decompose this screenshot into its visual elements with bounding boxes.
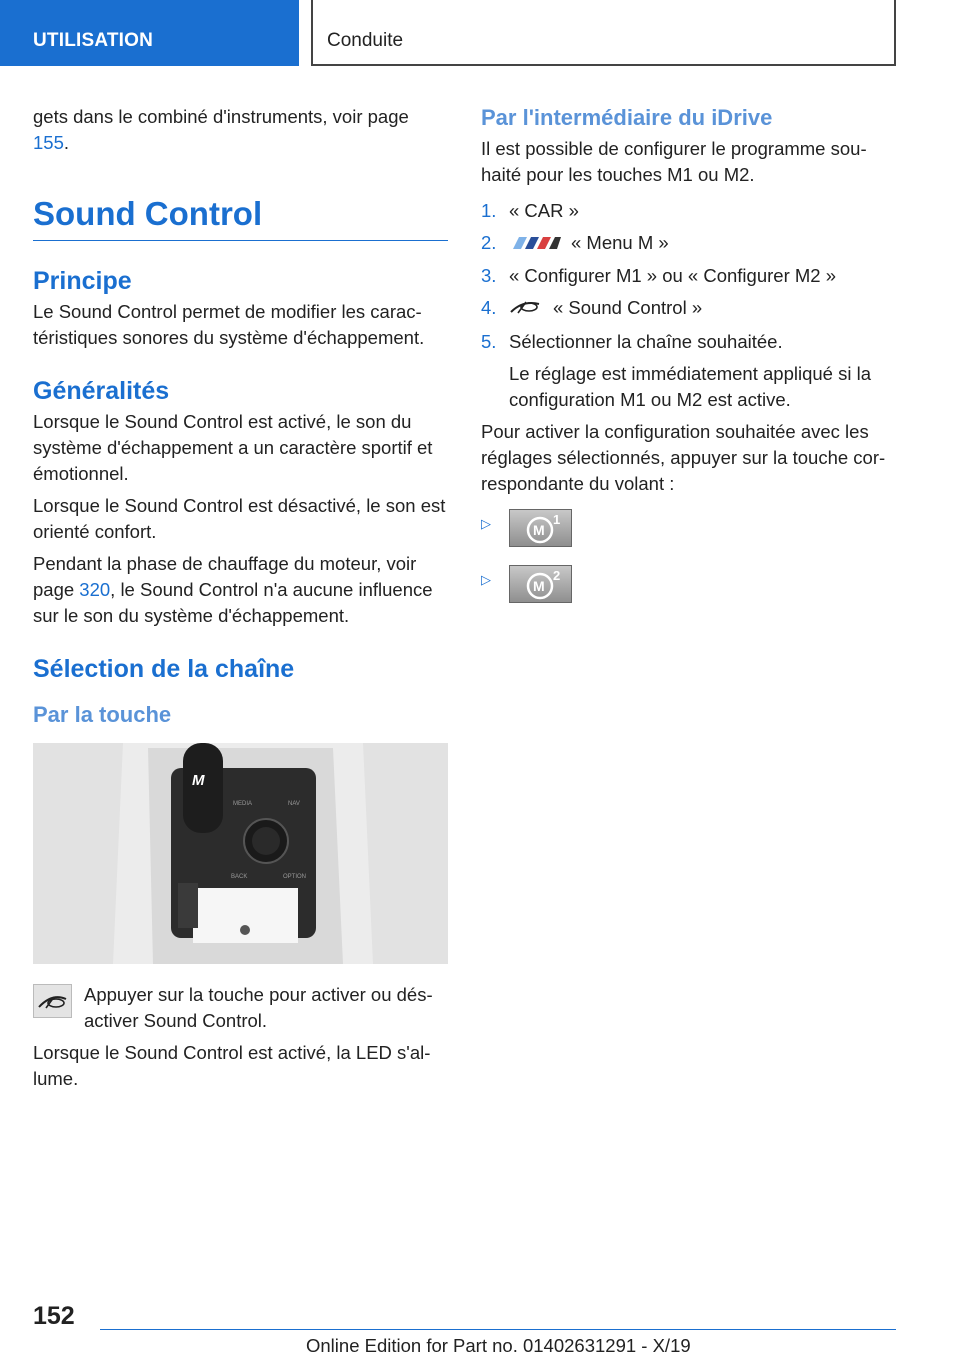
heading-idrive: Par l'intermédiaire du iDrive xyxy=(481,105,773,130)
steering-buttons-list xyxy=(481,507,899,619)
idrive-steps xyxy=(481,198,899,355)
bullet-triangle-icon: ▷ xyxy=(481,515,491,531)
header-section-tab xyxy=(0,0,299,66)
page-link-155[interactable]: 155 xyxy=(33,132,64,153)
list-item: 5. Sélectionner la chaîne souhaitée. xyxy=(481,330,783,352)
svg-text:BACK: BACK xyxy=(231,874,248,880)
footer-edition: Online Edition for Part no. 01402631291 - X/19 xyxy=(306,1335,691,1356)
page-number: 152 xyxy=(33,1302,75,1330)
page-title: Sound Control xyxy=(33,194,448,241)
svg-text:OPTION: OPTION xyxy=(283,874,307,880)
heading-selection: Sélection de la chaîne xyxy=(33,655,295,683)
footer-divider xyxy=(100,1329,896,1330)
sound-control-icon-paragraph xyxy=(33,982,448,1034)
right-column xyxy=(481,104,899,619)
heading-generalites: Généralités xyxy=(33,377,170,405)
list-item: 2. « Menu M » xyxy=(481,230,899,257)
steering-m1-button-icon xyxy=(509,509,572,547)
left-column xyxy=(33,104,448,1098)
idrive-intro: Il est possible de configurer le programme souhaité pour les touches M1 ou M2. xyxy=(481,138,867,185)
list-item: 3. « Configurer M1 » ou « Configurer M2 » xyxy=(481,265,837,287)
header-section-label: UTILISATION xyxy=(33,30,154,51)
sound-control-icon xyxy=(509,296,543,323)
subheading-par-la-touche: Par la touche xyxy=(33,702,172,727)
generalites-p3: Pendant la phase de chauffage du moteur, voir page 320, le Sound Control n'a aucune influence sur le son du système d'échappement. xyxy=(33,553,433,626)
header-chapter-tab xyxy=(311,0,896,66)
list-item xyxy=(481,563,899,619)
bullet-triangle-icon: ▷ xyxy=(481,571,491,587)
list-item: 1. « CAR » xyxy=(481,200,579,221)
header-chapter-label: Conduite xyxy=(327,30,404,51)
generalites-p1: Lorsque le Sound Control est activé, le son du système d'échappement a un caractère sportif et émotionnel. xyxy=(33,411,433,484)
intro-paragraph: gets dans le combiné d'instruments, voir page 155. xyxy=(33,106,409,153)
center-console-photo xyxy=(33,743,448,964)
svg-text:2: 2 xyxy=(553,567,561,583)
principe-text: Le Sound Control permet de modifier les caractéristiques sonores du système d'échappement. xyxy=(33,301,425,348)
svg-text:M: M xyxy=(533,521,545,538)
step5-note: Le réglage est immédiatement appliqué si la configuration M1 ou M2 est active. xyxy=(509,362,871,410)
center-console-illustration xyxy=(33,743,448,964)
svg-text:M: M xyxy=(533,577,545,594)
led-text: Lorsque le Sound Control est activé, la LED s'allume. xyxy=(33,1042,431,1089)
list-item: 4. « Sound Control » xyxy=(481,295,899,323)
shift-lever-brand: M xyxy=(192,772,205,789)
page-link-320[interactable]: 320 xyxy=(79,579,111,600)
generalites-p2: Lorsque le Sound Control est désactivé, le son est orienté confort. xyxy=(33,495,446,542)
steering-m2-button-icon xyxy=(509,565,572,603)
svg-text:NAV: NAV xyxy=(288,801,300,807)
sound-control-icon-text: Appuyer sur la touche pour activer ou désactiver Sound Control. xyxy=(84,984,433,1031)
sound-control-button-icon xyxy=(33,984,72,1018)
svg-text:1: 1 xyxy=(553,511,561,527)
list-item xyxy=(481,507,899,563)
heading-principe: Principe xyxy=(33,267,132,295)
m-stripes-icon xyxy=(509,231,561,257)
activate-text: Pour activer la configuration souhaitée avec les réglages sélectionnés, appuyer sur la touche correspondante du volant : xyxy=(481,420,886,494)
svg-text:MEDIA: MEDIA xyxy=(233,801,253,807)
